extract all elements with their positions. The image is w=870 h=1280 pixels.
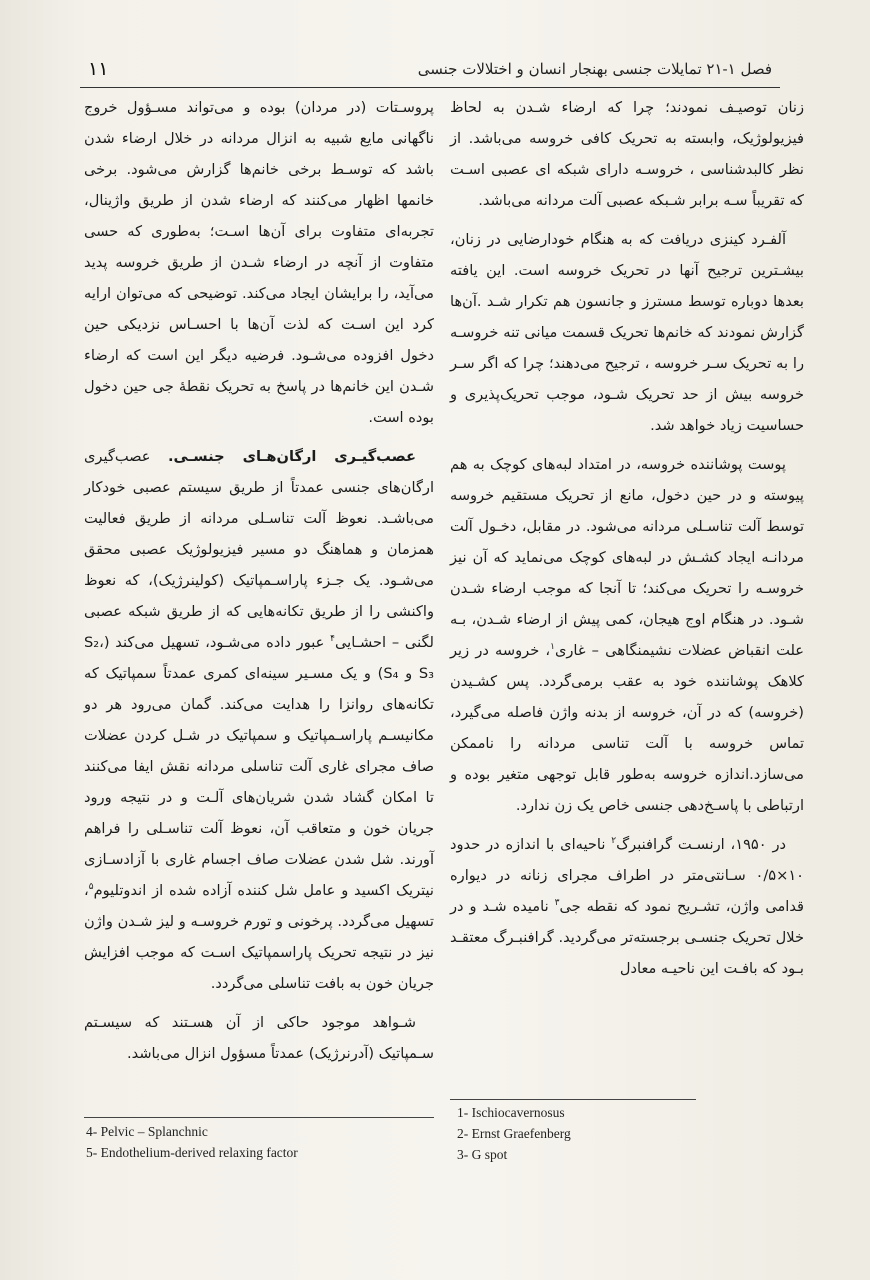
- header-divider: [80, 87, 780, 88]
- paragraph: در ۱۹۵۰، ارنسـت گرافنبرگ$^۲$ ناحیه‌ای با اندازه در حدود ۱۰×۰/۵ سـانتی‌متر در اطراف مجرای زنانه در دیواره قدامی واژن، تشـریح نمود که نقطه جی$^۳$ نامیده شـد و در خلال تحریک جنسـی برجسته‌تر می‌گردید. گرافنبـرگ معتقـد بـود که بافـت این ناحیـه معادل: [450, 836, 804, 977]
- footnote-marker: ۳: [554, 898, 560, 909]
- paragraph: آلفـرد کینزی دریافت که به هنگام خودارضایی در زنان، بیشـترین ترجیح آنها در تحریک خروسه است. این یافته بعدها دوباره توسط مسترز و جانسون هم تکرار شـد .آن‌ها گزارش نمودند که خانم‌ها تحریک قسمت میانی تنه خروسـه را به تحریک سـر خروسه ، ترجیح می‌دهند؛ چرا که اگر سـر خروسه بیش از حد تحریک شـود، موجب تحریک‌پذیری و حساسیت زیاد خواهد شد.: [450, 231, 804, 434]
- page-number: ۱۱: [88, 58, 109, 80]
- footnote-marker: ۵: [88, 882, 94, 893]
- footnotes-left: [86, 1121, 426, 1163]
- footnote-divider: [84, 1117, 434, 1118]
- paragraph: پروسـتات (در مردان) بوده و می‌تواند مسـؤول خروج ناگهانی مایع شبیه به انزال مردانه در خلال ارضاء شدن باشد که توسـط برخی خانم‌ها گزارش می‌شود. برخی خانمها اظهار می‌کنند که ارضاء شدن از طریق واژینال، تجربه‌ای متفاوت برای آن‌ها اسـت؛ به‌طوری که حسی متفاوت از آنچه در ارضاء شـدن از طریق خروسه پدید می‌آید، را برایشان ایجاد می‌کند. توضیحی که می‌توان ارایه کرد این اسـت که لذت آن‌ها با احسـاس نزدیکی حین دخول افزوده می‌شـود. فرضیه دیگر این است که ارضاء شـدن این خانم‌ها در پاسخ به تحریک نقطهٔ جی حین دخول بوده است.: [84, 99, 434, 426]
- right-text-column: [450, 92, 804, 992]
- footnote: 4- Pelvic – Splanchnic: [86, 1124, 208, 1139]
- paragraph: پوست پوشاننده خروسه، در امتداد لبه‌های کوچک به هم پیوسته و در حین دخول، مانع از تحریک مستقیم خروسه توسط آلت تناسـلی مردانه می‌شود. در مقابل، دخـول آلت مردانـه ایجاد کشـش در لبه‌های کوچک می‌نماید که آن نیز خروسـه را تحریک می‌کند؛ تا آنجا که موجب ارضاء شـدن شـود. در هنگام اوج هیجان، کمی پیش از ارضاء شـدن، بـه علت انقباض عضلات نشیمنگاهی – غاری$^۱$، خروسه در زیر کلاهک پوشاننده خود به عقب برمی‌گردد. پس کشـیدن (خروسه) که در آن، خروسه از بدنه واژن فاصله می‌گیرد، تماس خروسه با آلت تناسی مردانه را ناممکن می‌سازد.اندازه خروسه به‌طور قابل توجهی متغیر بوده و ارتباطی با پاسـخ‌دهی جنسی خاص یک زن ندارد.: [450, 456, 805, 814]
- footnote-marker: ۴: [330, 634, 335, 645]
- chapter-title: فصل ۱-۲۱ تمایلات جنسی بهنجار انسان و اختلالات جنسی: [417, 60, 772, 78]
- running-header: [80, 58, 780, 90]
- paragraph: عصب‌گیـری ارگان‌هـای جنسـی. عصب‌گیری ارگان‌های جنسی عمدتاً از طریق سیستم عصبی خودکار می‌باشـد. نعوظ آلت تناسـلی مردانه از طریق فعالیت همزمان و هماهنگ دو مسیر فیزیولوژیک عصبی محقق می‌شـود. یک جـزء پاراسـمپاتیک (کولینرژیک)، که نعوظ واکنشی را از طریق تکانه‌هایی که از طریق شبکه عصبی لگنی – احشـایی$^۴$ عبور داده می‌شـود، تسهیل می‌کند (S₂، S₃ و S₄) و یک مسـیر سینه‌ای کمری عمدتاً سمپاتیک که تکانه‌های روانزا را هدایت می‌کند. گمان می‌رود هر دو مکانیسـم پاراسـمپاتیک و سمپاتیک در شـل کردن عضلات صاف مجرای غاری آلت تناسلی مردانه نقش ایفا می‌کنند تا امکان گشاد شدن شریان‌های آلـت و در نتیجه ورود جریان خون و متعاقب آن، نعوظ آلت تناسـلی را فراهم آورند. شل شدن عضلات صاف اجسام غاری با آزادسـازی نیتریک اکسید و عامل شل کننده آزاده شده از اندوتلیوم$^۵$، تسهیل می‌گردد. پرخونی و تورم خروسـه و لیز شـدن واژن نیز در نتیجه تحریک پاراسمپاتیک اسـت که موجب افزایش جریان خون به بافت تناسلی می‌گردد.: [84, 448, 434, 992]
- paragraph: زنان توصیـف نمودند؛ چرا که ارضاء شـدن به لحاظ فیزیولوژیک، وابسته به تحریک کافی خروسه می‌باشد. از نظر کالبدشناسی ، خروسـه دارای شبکه ای عصبی اسـت که تقریباً سـه برابر شـبکه عصبی آلت مردانه می‌باشد.: [450, 99, 804, 209]
- footnotes-right: [457, 1102, 757, 1165]
- left-text-column: [84, 92, 434, 1077]
- footnote: 2- Ernst Graefenberg: [457, 1126, 571, 1141]
- footnote: 1- Ischiocavernosus: [457, 1105, 565, 1120]
- footnote: 3- G spot: [457, 1147, 508, 1162]
- footnote-marker: ۲: [611, 836, 617, 847]
- footnote: 5- Endothelium-derived relaxing factor: [86, 1145, 298, 1160]
- footnote-divider: [450, 1099, 696, 1100]
- footnote-marker: ۱: [550, 642, 555, 653]
- paragraph: شـواهد موجود حاکی از آن هسـتند که سیسـتم سـمپاتیک (آدرنرژیک) عمدتاً مسؤول انزال می‌باشد.: [84, 1014, 434, 1062]
- section-heading: عصب‌گیـری ارگان‌هـای جنسـی.: [168, 448, 416, 465]
